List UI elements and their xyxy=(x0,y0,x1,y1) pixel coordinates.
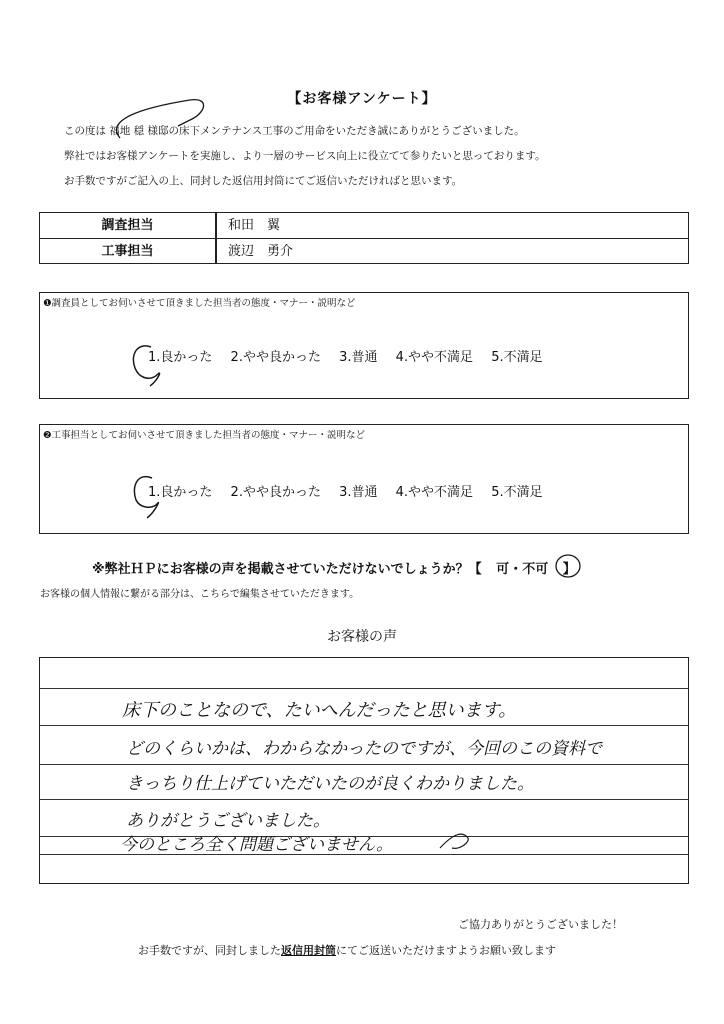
hp-yes-circle xyxy=(556,555,580,577)
q1-option-4[interactable]: 4.やや不満足 xyxy=(395,350,474,365)
q1-option-2[interactable]: 2.やや良かった xyxy=(230,350,321,365)
q2-selection-circle xyxy=(134,477,158,518)
hp-consent-text: ※弊社ＨＰにお客様の声を掲載させていただけないでしょうか？【 xyxy=(92,562,482,577)
voice-line-2: どのくらいかは、わからなかったのですが、今回のこの資料で xyxy=(126,739,602,759)
voice-end-flourish xyxy=(440,834,468,848)
q1-selection-circle xyxy=(133,346,159,386)
q1-option-1[interactable]: 1.良かった xyxy=(148,350,213,365)
intro-line-1: この度は 福地 穏 様邸の床下メンテナンス工事のご用命をいただき誠にありがとうございました。 xyxy=(64,125,525,137)
voice-line-4: ありがとうございました。 xyxy=(126,811,330,831)
voice-title: お客様の声 xyxy=(327,629,397,645)
footer-post: にてご返送いただけますようお願い致します xyxy=(336,944,556,957)
survey-staff-name: 和田 翼 xyxy=(228,218,281,233)
voice-line-5: 今のところ全く問題ございません。 xyxy=(120,835,394,855)
voice-line-1: 床下のことなので、たいへんだったと思います。 xyxy=(122,700,517,721)
q2-option-4[interactable]: 4.やや不満足 xyxy=(395,485,474,500)
intro-line-3: お手数ですがご記入の上、同封した返信用封筒にてご返信いただければと思います。 xyxy=(64,175,463,187)
question-2-text: ❷工事担当としてお伺いさせて頂きました担当者の態度・マナー・説明など xyxy=(43,430,366,441)
name-pen-loop xyxy=(116,100,203,138)
footer-thanks: ご協力ありがとうございました！ xyxy=(458,918,623,931)
hp-consent-close: 】 xyxy=(562,562,576,577)
q1-option-5[interactable]: 5.不満足 xyxy=(491,350,543,365)
q2-option-1[interactable]: 1.良かった xyxy=(148,485,213,500)
hp-consent-note: お客様の個人情報に繋がる部分は、こちらで編集させていただきます。 xyxy=(40,589,360,600)
hp-consent-yes[interactable]: 可 xyxy=(496,562,510,577)
work-staff-name: 渡辺 勇介 xyxy=(228,244,294,259)
voice-line-3: きっちり仕上げていただいたのが良くわかりました。 xyxy=(126,774,534,794)
hp-consent-no[interactable]: 不可 xyxy=(522,562,549,577)
hp-consent-separator: ・ xyxy=(509,562,523,577)
q2-option-3[interactable]: 3.普通 xyxy=(339,485,378,500)
footer-envelope: 返信用封筒 xyxy=(281,944,336,957)
intro-line-2: 弊社ではお客様アンケートを実施し、より一層のサービス向上に役立てて参りたいと思っております。 xyxy=(64,150,546,162)
q2-option-5[interactable]: 5.不満足 xyxy=(491,485,543,500)
survey-title: 【お客様アンケート】 xyxy=(287,91,437,107)
q1-option-3[interactable]: 3.普通 xyxy=(339,350,378,365)
work-staff-label: 工事担当 xyxy=(101,244,154,259)
footer-pre: お手数ですが、同封しました xyxy=(138,944,281,957)
q2-option-2[interactable]: 2.やや良かった xyxy=(230,485,321,500)
survey-staff-label: 調査担当 xyxy=(101,218,154,233)
question-1-text: ❶調査員としてお伺いさせて頂きました担当者の態度・マナー・説明など xyxy=(43,298,356,309)
